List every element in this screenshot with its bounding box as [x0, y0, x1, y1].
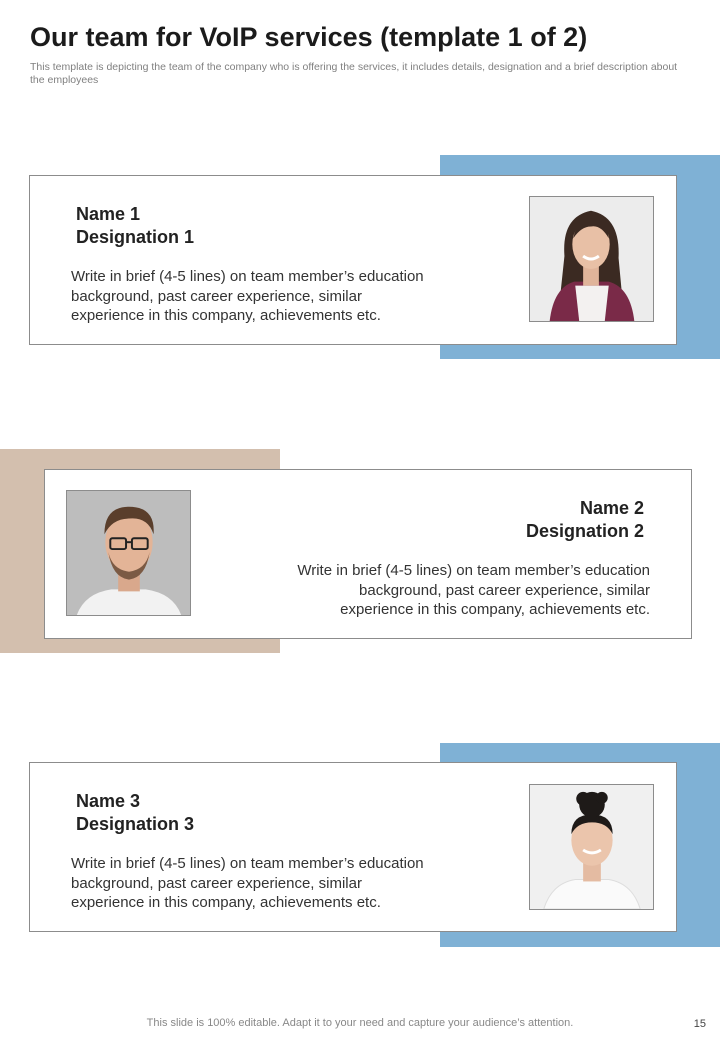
- member-name: Name 3: [76, 791, 141, 811]
- member-designation: Designation 1: [76, 227, 195, 247]
- footer-note: This slide is 100% editable. Adapt it to your need and capture your audience’s attention.: [146, 1017, 574, 1029]
- description-line: Write in brief (4-5 lines) on team member’s education: [71, 855, 424, 872]
- description-line: Write in brief (4-5 lines) on team member’s education: [71, 268, 424, 285]
- member-designation: Designation 2: [525, 521, 644, 541]
- member-card-1: [29, 175, 677, 345]
- description-line: experience in this company, achievements etc.: [340, 601, 650, 618]
- man-portrait-photo: [66, 490, 191, 616]
- member-card-2: [44, 469, 692, 639]
- description-line: background, past career experience, similar: [71, 287, 362, 305]
- description-line: Write in brief (4-5 lines) on team member’s education: [297, 562, 650, 579]
- member-description: [71, 854, 424, 913]
- page-title: Our team for VoIP services (template 1 of 2): [30, 22, 588, 52]
- woman-portrait-photo: [529, 784, 654, 910]
- member-name: Name 1: [76, 204, 141, 224]
- member-description: [71, 267, 424, 326]
- page-subtitle: This template is depicting the team of the company who is offering the services, it includes details, designation and a brief description about the employees: [30, 61, 678, 86]
- description-line: background, past career experience, similar: [359, 581, 650, 599]
- description-line: background, past career experience, similar: [71, 874, 362, 892]
- woman-portrait-photo: [529, 196, 654, 322]
- description-line: experience in this company, achievements etc.: [71, 894, 381, 911]
- member-description: [297, 561, 650, 620]
- member-name: Name 2: [579, 498, 644, 518]
- description-line: experience in this company, achievements etc.: [71, 307, 381, 324]
- page-number: 15: [693, 1018, 706, 1030]
- member-designation: Designation 3: [76, 814, 195, 834]
- member-card-3: [29, 762, 677, 932]
